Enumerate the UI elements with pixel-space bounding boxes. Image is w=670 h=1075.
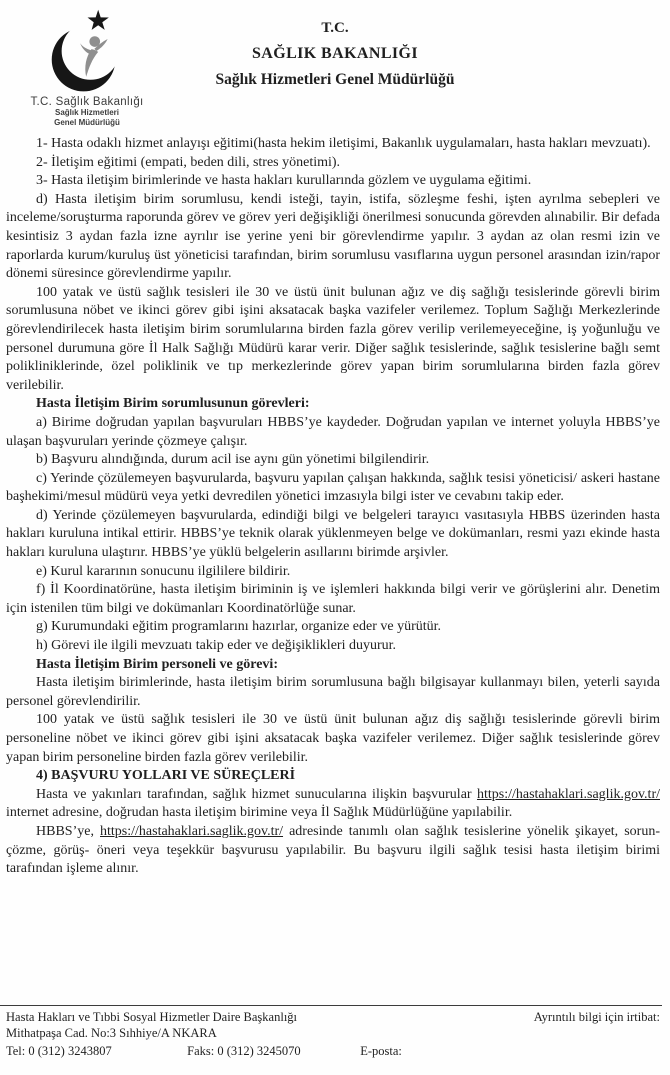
document-footer	[0, 1005, 662, 1060]
paragraph-100-yatak-personel: 100 yatak ve üstü sağlık tesisleri ile 30 ve üstü ünit bulunan ağız diş sağlığı tesislerinde görevli birim personeline nöbet ve ikinci görev gibi işini aksatacak başka vazifeler verilemez. Diğer sağlık tesislerinde görev yapan birim personeline birden fazla görev verilebilir.	[6, 712, 660, 765]
hbbs-text-pre: HBBS’ye,	[36, 823, 101, 839]
paragraph-egitim-2: 2- İletişim eğitimi (empati, beden dili, stres yönetimi).	[36, 154, 341, 170]
footer-address: Mithatpaşa Cad. No:3 Sıhhiye/A NKARA	[6, 1026, 217, 1040]
paragraph-personel-gorevlendirme: Hasta iletişim birimlerinde, hasta iletişim birim sorumlusuna bağlı bilgisayar kullanmayı bilen, yeterli sayıda personel görevlendirilir.	[6, 675, 660, 709]
hastahaklari-link-1[interactable]: https://hastahaklari.saglik.gov.tr/	[476, 786, 660, 802]
title-directorate: Sağlık Hizmetleri Genel Müdürlüğü	[215, 71, 455, 88]
footer-tel: Tel: 0 (312) 3243807	[6, 1043, 112, 1058]
logo-caption-sub-1: Sağlık Hizmetleri	[54, 108, 120, 117]
title-ministry: SAĞLIK BAKANLIĞI	[252, 45, 418, 62]
basvuru-text-post: internet adresine, doğrudan hasta iletişim birimine veya İl Sağlık Müdürlüğüne yapılabilir.	[6, 805, 513, 821]
paragraph-birim-sorumlusu-gorevden-alma: d) Hasta iletişim birim sorumlusu, kendi isteği, tayin, istifa, sözleşme feshi, işten ayrılma sebepleri ve inceleme/soruşturma raporunda görev ve görev yeri değişikliği önerilmesi sonucunda görevden alınabilir. Bir defada kesintisiz 3 aydan fazla izne ayrılır ise yerine yeni bir görevlendirme yapılır. 3 aydan az olan resmi izin ve raporlarda kurum/kuruluş üst yöneticisi tarafından, birim sorumlusu vasıflarına uygun personel arasından izin/rapor dönemi süresince görevlendirme yapılır.	[6, 191, 660, 282]
logo-caption-main: T.C. Sağlık Bakanlığı	[30, 96, 144, 108]
crescent-star-logo-icon	[44, 4, 130, 98]
paragraph-gorev-g: g) Kurumundaki eğitim programlarını hazırlar, organize eder ve yürütür.	[36, 619, 442, 635]
paragraph-egitim-3: 3- Hasta iletişim birimlerinde ve hasta hakları kurullarında gözlem ve uygulama eğitimi.	[36, 173, 532, 189]
letterhead	[0, 0, 670, 126]
heading-birim-personeli: Hasta İletişim Birim personeli ve görevi:	[36, 656, 278, 672]
paragraph-gorev-e: e) Kurul kararının sonucunu ilgililere bildirir.	[36, 563, 291, 579]
paragraph-basvuru-adresi	[6, 786, 660, 823]
title-tc: T.C.	[321, 20, 349, 36]
paragraph-gorev-d: d) Yerinde çözülemeyen başvurularda, edindiği bilgi ve belgeleri tarayıcı vasıtasıyla HBBS üzerinden hasta hakları kuruluna intikal ettirir. HBBS’ye teknik olarak yüklenmeyen belge ve dokümanları, resmi yazı ekinde hasta hakları kuruluna ulaştırır. HBBS’ye yüklü belgelerin asıllarını birimde arşivler.	[6, 507, 660, 561]
footer-fax: Faks: 0 (312) 3245070	[187, 1043, 301, 1058]
ministry-logo	[18, 4, 156, 127]
footer-email-label: E-posta:	[360, 1043, 402, 1058]
paragraph-hbbs-basvuru	[6, 823, 660, 879]
paragraph-egitim-1: 1- Hasta odaklı hizmet anlayışı eğitimi(hasta hekim iletişimi, Bakanlık uygulamaları, hasta hakları mevzuatı).	[36, 136, 651, 151]
heading-basvuru-yollari: 4) BAŞVURU YOLLARI VE SÜREÇLERİ	[36, 768, 296, 784]
footer-contact-label: Ayrıntılı bilgi için irtibat:	[533, 1009, 660, 1024]
hastahaklari-link-2[interactable]: https://hastahaklari.saglik.gov.tr/	[100, 823, 284, 839]
paragraph-gorev-c: c) Yerinde çözülemeyen başvurularda, başvuru yapılan çalışan hakkında, sağlık tesisi yöneticisi/ askeri hastane başhekimi/mesul müdürü veya yetki devredilen yönetici imzasıyla bilgi ister ve cevabını takip eder.	[6, 470, 660, 505]
paragraph-gorev-b: b) Başvuru alındığında, durum acil ise aynı gün yönetimi bilgilendirir.	[36, 452, 430, 468]
footer-row-3	[6, 1043, 660, 1060]
document-body	[0, 126, 670, 879]
logo-caption-sub-2: Genel Müdürlüğü	[54, 117, 120, 127]
paragraph-gorev-h: h) Görevi ile ilgili mevzuatı takip eder ve değişiklikleri duyurur.	[36, 638, 397, 654]
paragraph-gorev-a: a) Birime doğrudan yapılan başvuruları HBBS’ye kaydeder. Doğrudan yapılan ve internet yoluyla HBBS’ye ulaşan başvuruları yerinde çözmeye çalışır.	[6, 414, 660, 449]
hbbs-text-post: adresinde tanımlı olan sağlık tesislerine yönelik şikayet, sorun-çözme, görüş- öneri veya teşekkür başvurusu yapılabilir. Bu başvuru ilgili sağlık tesisi hasta iletişim birimi tarafından işleme alınır.	[6, 823, 661, 877]
paragraph-100-yatak-sorumlu: 100 yatak ve üstü sağlık tesisleri ile 30 ve üstü ünit bulunan ağız ve diş sağlığı tesislerinde görevli birim sorumlusuna nöbet ve ikinci görev gibi işini aksatacak başka vazifeler verilemez. Toplum Sağlığı Merkezlerinde görevlendirilecek hasta iletişim birim sorumlularına birden fazla görev verilip verilemeyeceğine, iş yoğunluğu ve personel durumuna göre İl Halk Sağlığı Müdürü karar verir. Diğer sağlık tesislerinde, sağlık tesislerine bağlı semt polikliniklerinde, özel poliklinik ve tıp merkezlerinde görev yapan birim sorumlularına birden fazla görev verilebilir.	[6, 284, 660, 393]
paragraph-gorev-f: f) İl Koordinatörüne, hasta iletişim biriminin iş ve işlemleri hakkında bilgi verir ve görüşlerini alır. Denetim için istenilen tüm bilgi ve dokümanları Koordinatörlüğe sunar.	[6, 582, 660, 616]
footer-department: Hasta Hakları ve Tıbbi Sosyal Hizmetler Daire Başkanlığı	[6, 1009, 298, 1024]
basvuru-text-pre: Hasta ve yakınları tarafından, sağlık hizmet sunucularına ilişkin başvurular	[36, 786, 477, 802]
heading-sorumlu-gorevleri: Hasta İletişim Birim sorumlusunun görevleri:	[36, 396, 310, 412]
footer-row-1	[6, 1009, 660, 1026]
